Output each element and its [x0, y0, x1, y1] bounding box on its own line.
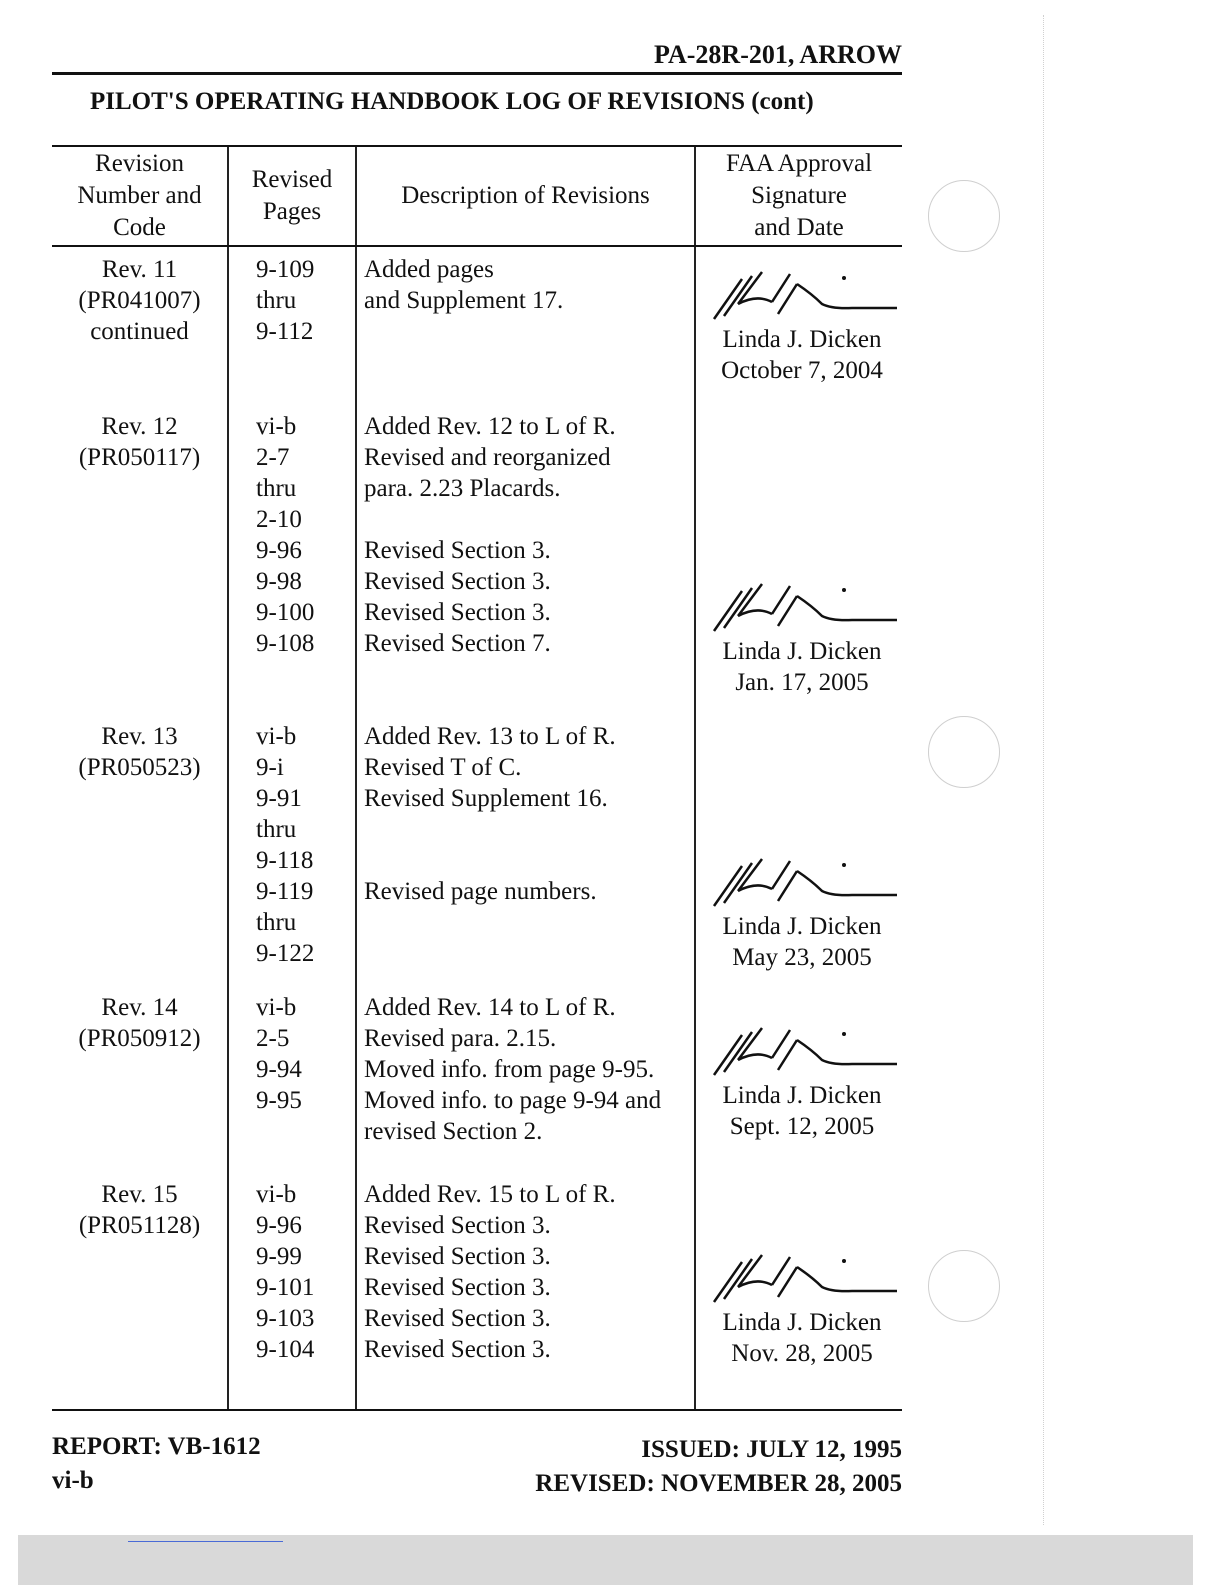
approval-date: October 7, 2004 [721, 357, 883, 384]
description-line [364, 316, 694, 347]
revised-page: thru [256, 909, 297, 936]
description-line [364, 814, 694, 845]
revised-page: 9-104 [256, 1336, 315, 1363]
description-line [364, 938, 694, 969]
approver-name: Linda J. Dicken [722, 326, 882, 353]
revised-page: 9-i [256, 754, 284, 781]
faa-approval [702, 1020, 902, 1142]
footer-report [52, 1430, 261, 1498]
revised-page: 2-5 [256, 1025, 290, 1052]
binder-hole [928, 180, 1000, 252]
faa-approval [702, 264, 902, 386]
revised-page: vi-b [256, 413, 297, 440]
page-edge [1043, 15, 1044, 1525]
description-line: para. 2.23 Placards. [364, 475, 561, 502]
header-divider [52, 245, 902, 247]
description-line: Added Rev. 12 to L of R. [364, 413, 616, 440]
description-line: and Supplement 17. [364, 287, 564, 314]
header-rule [52, 72, 902, 75]
revised-page: 2-10 [256, 506, 302, 533]
signature-image [702, 1020, 902, 1080]
revised-page: vi-b [256, 723, 297, 750]
revised-pages [256, 992, 346, 1147]
page-title: PILOT'S OPERATING HANDBOOK LOG OF REVISIONS (cont) [90, 88, 814, 115]
revised-pages [256, 411, 346, 659]
description-line: Added Rev. 13 to L of R. [364, 723, 616, 750]
faa-approval [702, 851, 902, 973]
viewer-link-indicator [128, 1541, 283, 1542]
revision-description [364, 1179, 694, 1365]
description-line: Revised Section 3. [364, 1274, 551, 1301]
approval-date: Nov. 28, 2005 [731, 1340, 873, 1367]
revised-page: 9-118 [256, 847, 314, 874]
revised-page: 9-96 [256, 537, 302, 564]
description-line: Revised Supplement 16. [364, 785, 608, 812]
column-header-approval: FAA Approval Signature and Date [725, 150, 873, 241]
viewer-bottom-bar [18, 1535, 1193, 1585]
revised-page: thru [256, 287, 297, 314]
revision-code: Rev. 13 (PR050523) [78, 723, 201, 781]
revised-page: vi-b [256, 1181, 297, 1208]
page-number: vi-b [52, 1467, 94, 1494]
description-line: Moved info. from page 9-95. [364, 1056, 655, 1083]
faa-approval [702, 576, 902, 698]
description-line: Revised Section 3. [364, 568, 551, 595]
description-line: Added Rev. 15 to L of R. [364, 1181, 616, 1208]
description-line: Added pages [364, 256, 494, 283]
revised-pages [256, 1179, 346, 1365]
revision-log-table [52, 145, 902, 1411]
binder-hole [928, 716, 1000, 788]
revised-page [256, 1116, 346, 1147]
revised-page: 9-98 [256, 568, 302, 595]
report-number: REPORT: VB-1612 [52, 1433, 261, 1460]
column-divider [694, 147, 696, 1409]
revision-description [364, 411, 694, 659]
description-line: revised Section 2. [364, 1118, 543, 1145]
revised-page: 9-103 [256, 1305, 315, 1332]
description-line: Revised T of C. [364, 754, 522, 781]
signature-image [702, 1247, 902, 1307]
description-line: Revised Section 3. [364, 537, 551, 564]
description-line: Revised Section 7. [364, 630, 551, 657]
revised-page: 9-96 [256, 1212, 302, 1239]
revised-page: 9-108 [256, 630, 315, 657]
column-divider [355, 147, 357, 1409]
description-line: Revised Section 3. [364, 1212, 551, 1239]
revision-description [364, 992, 694, 1147]
description-line: Revised page numbers. [364, 878, 597, 905]
revision-code: Rev. 15 (PR051128) [78, 1181, 201, 1239]
revised-page: 9-100 [256, 599, 315, 626]
column-header-description: Description of Revisions [401, 182, 650, 209]
signature-image [702, 264, 902, 324]
description-line: Revised Section 3. [364, 1305, 551, 1332]
description-line [364, 907, 694, 938]
revised-page: 9-91 [256, 785, 302, 812]
revised-page: 2-7 [256, 444, 290, 471]
revised-date: REVISED: NOVEMBER 28, 2005 [535, 1470, 902, 1497]
approval-date: May 23, 2005 [732, 944, 872, 971]
revised-page: 9-119 [256, 878, 314, 905]
revised-page: 9-95 [256, 1087, 302, 1114]
revision-description [364, 254, 694, 347]
column-header-pages: Revised Pages [251, 166, 333, 225]
description-line: Revised para. 2.15. [364, 1025, 557, 1052]
faa-approval [702, 1247, 902, 1369]
approval-date: Jan. 17, 2005 [735, 669, 869, 696]
binder-hole [928, 1250, 1000, 1322]
description-line: Revised Section 3. [364, 1243, 551, 1270]
description-line [364, 845, 694, 876]
revised-page: thru [256, 475, 297, 502]
approval-date: Sept. 12, 2005 [729, 1113, 875, 1140]
description-line [364, 504, 694, 535]
revised-pages [256, 254, 346, 347]
revised-pages [256, 721, 346, 969]
approver-name: Linda J. Dicken [722, 1082, 882, 1109]
signature-image [702, 851, 902, 911]
description-line: Revised Section 3. [364, 599, 551, 626]
revision-code: Rev. 14 (PR050912) [78, 994, 201, 1052]
revised-page: 9-109 [256, 256, 315, 283]
revised-page: 9-112 [256, 318, 314, 345]
revision-code: Rev. 11 (PR041007) continued [78, 256, 201, 345]
description-line: Revised Section 3. [364, 1336, 551, 1363]
column-divider [227, 147, 229, 1409]
document-header: PA-28R-201, ARROW [654, 40, 902, 69]
footer-dates [480, 1433, 902, 1501]
revised-page: 9-122 [256, 940, 315, 967]
signature-image [702, 576, 902, 636]
approver-name: Linda J. Dicken [722, 638, 882, 665]
approver-name: Linda J. Dicken [722, 1309, 882, 1336]
revised-page: thru [256, 816, 297, 843]
description-line: Moved info. to page 9-94 and [364, 1087, 662, 1114]
issued-date: ISSUED: JULY 12, 1995 [641, 1436, 902, 1463]
revised-page: 9-94 [256, 1056, 302, 1083]
revised-page: vi-b [256, 994, 297, 1021]
revision-code: Rev. 12 (PR050117) [78, 413, 201, 471]
column-header-revision: Revision Number and Code [77, 150, 202, 241]
approver-name: Linda J. Dicken [722, 913, 882, 940]
description-line: Revised and reorganized [364, 444, 611, 471]
description-line: Added Rev. 14 to L of R. [364, 994, 616, 1021]
revised-page: 9-101 [256, 1274, 315, 1301]
revised-page: 9-99 [256, 1243, 302, 1270]
revision-description [364, 721, 694, 969]
